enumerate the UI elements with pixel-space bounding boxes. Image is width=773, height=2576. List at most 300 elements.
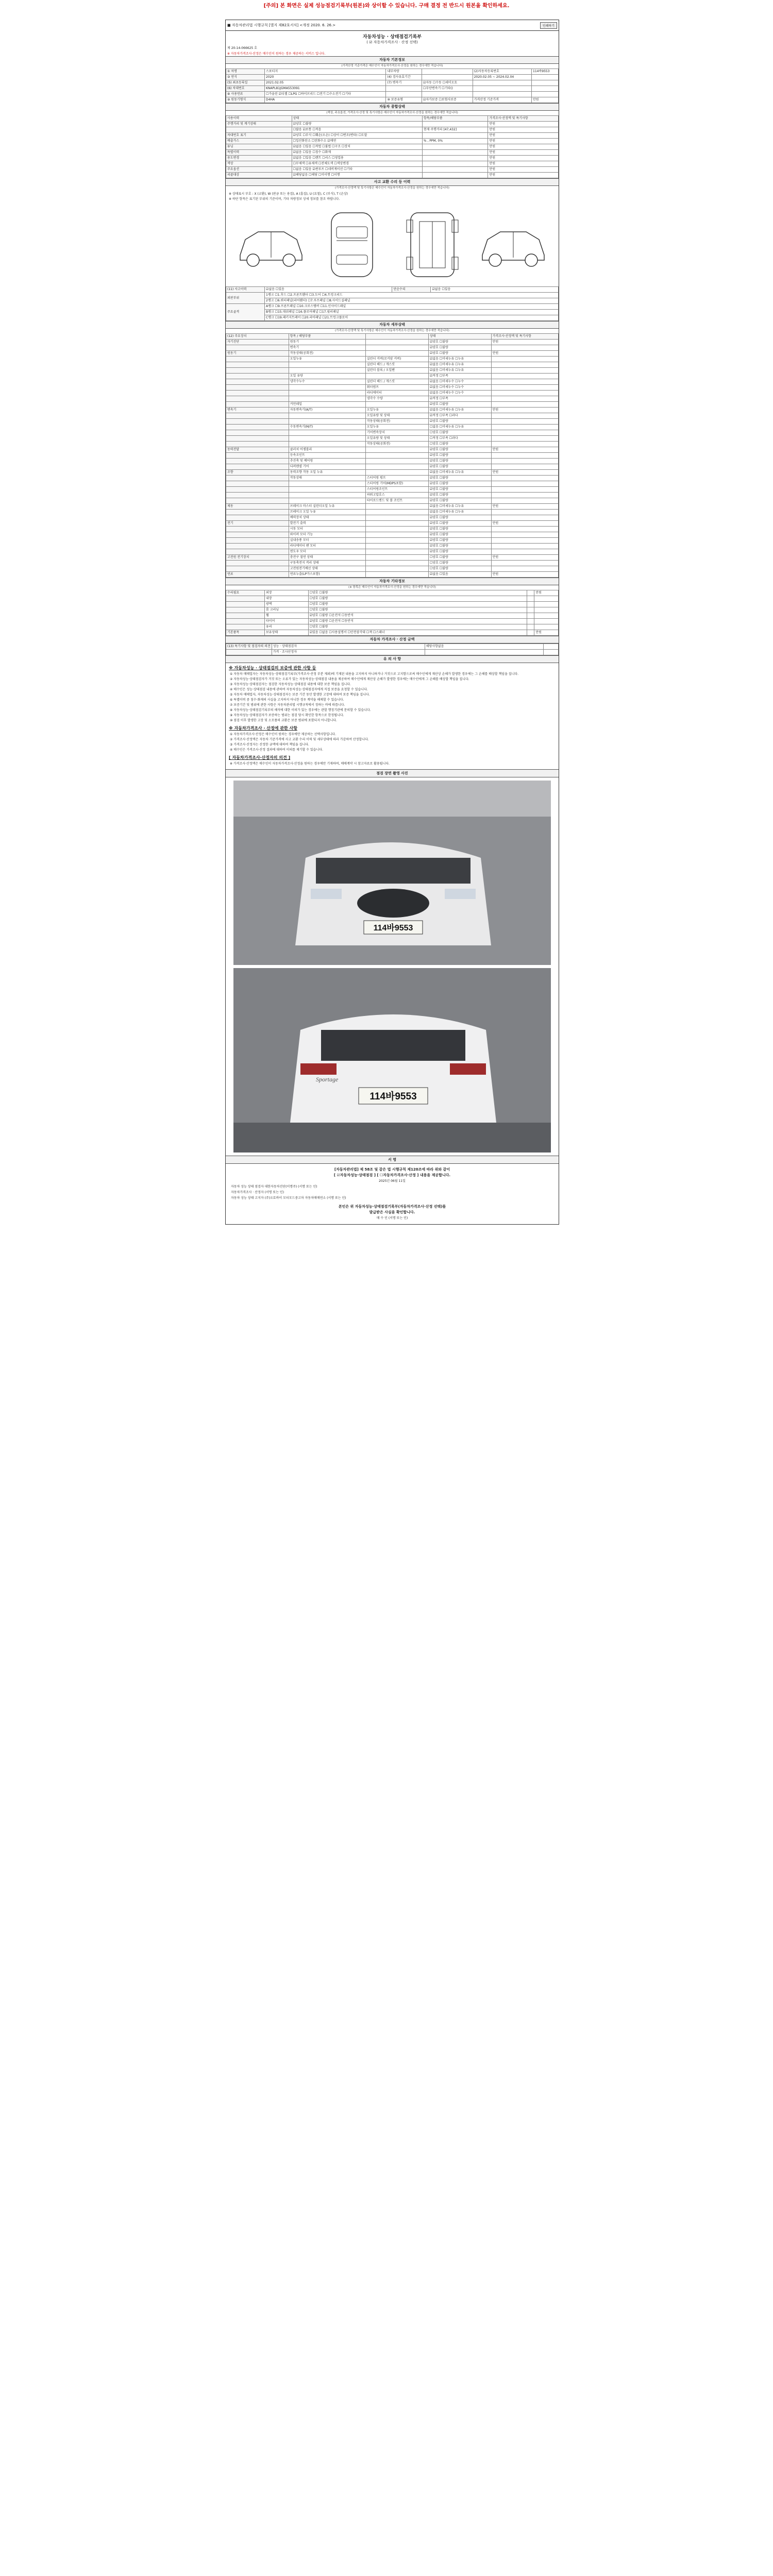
table-cell <box>365 510 428 515</box>
table-cell <box>365 572 428 578</box>
table-cell <box>289 430 365 436</box>
price-title: ※ 자동차가격조사 · 산정에 관한 사항 <box>229 726 297 731</box>
table-cell: 고전원 전기장치 <box>226 555 289 561</box>
table-cell: 조향 <box>226 470 289 476</box>
table-cell: ① 차명 <box>226 69 265 75</box>
table-cell <box>365 566 428 572</box>
table-row <box>226 493 559 498</box>
table-cell: ☐양호 ☐불량 <box>308 590 527 596</box>
doc-number: 제 20-14-066625 호 <box>227 46 257 50</box>
table-cell <box>365 538 428 544</box>
table-cell: 냉각수 수량 <box>365 396 428 402</box>
table-cell: ☐양호 ☐불량 <box>428 555 491 561</box>
table-cell: ☐무단변속기 ☐기타() <box>422 86 473 92</box>
table-row <box>226 619 559 624</box>
table-cell: ☑양호 ☐불량 <box>428 538 491 544</box>
table-row <box>226 340 559 345</box>
table-cell <box>365 515 428 521</box>
paragraph: ③ 자동차성능·상태점검자는 점검한 자동차성능·상태점검 내용에 대한 보증 책임을 집니다. <box>230 683 351 686</box>
table-cell: 2020.02.05 ~ 2024.02.04 <box>473 75 531 80</box>
table-cell <box>226 498 289 504</box>
table-cell <box>226 396 289 402</box>
table-cell <box>226 368 289 374</box>
table-cell <box>527 624 534 630</box>
table-cell <box>491 385 558 391</box>
table-cell <box>491 561 558 566</box>
table-cell <box>365 521 428 527</box>
table-cell <box>226 493 289 498</box>
table-cell <box>226 385 289 391</box>
table-cell: 주행거리 및 계기상태 <box>226 122 292 127</box>
table-cell: ☑양호 ☐불량 <box>292 122 422 127</box>
table-cell: 클러치 어셈블리 <box>289 447 365 453</box>
table-cell <box>289 436 365 442</box>
table-cell: 스티어링 펌프 <box>365 476 428 481</box>
table-cell <box>226 566 289 572</box>
table-row <box>226 566 559 572</box>
table-cell: ☑양호 ☐불량 ☐운전석 ☐동반석 <box>308 613 527 619</box>
rank-a: A랭크 ☐9.프론트패널 ☐10.크로스멤버 ☐11.인사이드패널 <box>265 304 559 310</box>
table-cell: 가격 · 조사산정자 <box>272 650 425 655</box>
table-cell <box>365 470 428 476</box>
table-cell: (2)자동차등록번호 <box>473 69 531 75</box>
table-cell: ☑양호 ☐불량 <box>428 493 491 498</box>
table-cell: 작동상태(공회전) <box>365 442 428 447</box>
sign-title: 서 명 <box>226 1156 559 1164</box>
table-cell <box>289 487 365 493</box>
table-cell: 만원 <box>488 161 559 167</box>
sign-date: 2025년 06월 11일 <box>379 1179 406 1183</box>
table-row <box>226 650 559 655</box>
table-cell <box>226 607 265 613</box>
table-row <box>226 515 559 521</box>
table-cell: 가격산정 기준가격 <box>473 97 531 103</box>
table-cell <box>491 436 558 442</box>
table-cell: 만원 <box>488 133 559 139</box>
table-cell: 작동상태(공회전) <box>289 351 365 357</box>
table-cell <box>422 167 488 173</box>
table-cell <box>491 538 558 544</box>
table-cell <box>491 544 558 549</box>
table-cell: ☐양호 ☐불량 <box>308 596 527 602</box>
paragraph: ⑩ 점검 이후 발생한 고장 및 소모품의 교환은 보증 범위에 포함되지 아니합니다. <box>230 719 337 722</box>
table-cell: 기어변속장치 <box>365 430 428 436</box>
table-cell: ☐양호 ☐불량 <box>308 602 527 607</box>
table-cell: ☑양호 ☐불량 <box>428 453 491 459</box>
table-cell <box>226 374 289 379</box>
paragraph: ⑥ 특별이력 중 침수·화재의 사실을 고지하지 아니한 경우 계약을 해제할 수 있습니다. <box>230 698 344 702</box>
section-fee: 자동차 가격조사 · 산정 금액 <box>226 636 559 643</box>
table-row <box>226 532 559 538</box>
column-header: 항목 / 해당부품 <box>289 334 365 340</box>
table-cell <box>532 80 559 86</box>
table-cell <box>527 630 534 636</box>
table-cell: ☐무채색 ☐유채색 ☐전체도색 ☐색상변경 <box>292 161 422 167</box>
car-underbody-diagram <box>396 209 468 281</box>
table-cell: ☑있음 ☐없음 ☐사용설명서 ☐안전삼각대 ☐잭 ☐스패너 <box>308 630 527 636</box>
car-side-left-diagram <box>235 209 307 281</box>
table-cell: (13) 특기사항 및 점검자의 의견 <box>226 644 272 650</box>
table-cell: 만원 <box>488 144 559 150</box>
table-cell <box>226 596 265 602</box>
table-cell: ☑양호 ☐불량 <box>428 515 491 521</box>
table-cell: ☑양호 ☐불량 <box>428 498 491 504</box>
table-cell: 2021.02.05 <box>265 80 386 86</box>
table-cell: 자기진단 <box>226 340 289 345</box>
table-cell: 등속조인트 <box>289 453 365 459</box>
table-cell: 배력장치 상태 <box>289 515 365 521</box>
sign-line-price: 자동차가격조사 · 산정자 (서명 또는 인) <box>231 1191 284 1194</box>
table-row <box>226 150 559 156</box>
table-cell: 만원 <box>491 504 558 510</box>
table-cell: 룸 크리닝 <box>265 607 309 613</box>
table-cell: 용도변경 <box>226 156 292 161</box>
table-cell: 만원 <box>491 572 558 578</box>
detail-status-table <box>226 333 559 578</box>
table-cell <box>491 345 558 351</box>
table-cell <box>491 379 558 385</box>
table-row <box>226 167 559 173</box>
table-cell: ☑없음 ☐있음 ☐적법 ☐불법 ☐구조 ☐장치 <box>292 144 422 150</box>
table-cell <box>532 75 559 80</box>
table-cell <box>422 144 488 150</box>
sign-line-dealer: 자동차 성능 상태 고지자 (주)오토바이 모터모드중고차 자동차매매연소 (서명 또는 인) <box>231 1196 346 1200</box>
table-cell: 현재 주행거리 [47,432] <box>422 127 488 133</box>
table-row <box>226 436 559 442</box>
table-cell: 디퍼렌셜 기어 <box>289 464 365 470</box>
table-row <box>226 357 559 362</box>
table-cell <box>532 92 559 97</box>
table-cell <box>425 650 543 655</box>
table-cell <box>422 133 488 139</box>
table-cell <box>226 549 289 555</box>
sign-intro-2: [ ☑자동차성능·상태점검 ] [ ☐자동차가격조사·산정 ] 내용을 제공합니다. <box>333 1173 451 1177</box>
table-cell: 스티어링조인트 <box>365 487 428 493</box>
table-cell <box>491 476 558 481</box>
table-cell <box>422 122 488 127</box>
table-cell <box>527 613 534 619</box>
print-button[interactable]: 인쇄하기 <box>540 22 557 29</box>
table-cell: ☐양호 ☐불량 <box>428 566 491 572</box>
table-cell: (5) 최초등록일 <box>226 80 265 86</box>
table-cell: 색상 <box>226 161 292 167</box>
table-row <box>226 368 559 374</box>
column-header: 항목/해당부품 <box>422 116 488 122</box>
table-cell <box>226 379 289 385</box>
table-cell: ☑양호 ☐불량 <box>428 476 491 481</box>
table-cell: 원동기 <box>289 340 365 345</box>
sign-line-inspector: 자동차 성능 상태 점검자 대한자동차진단(이명주) (서명 또는 인) <box>231 1185 317 1189</box>
table-cell: ☑양호 ☐불량 <box>428 532 491 538</box>
table-row <box>226 156 559 161</box>
table-cell: 리콜대상 <box>226 173 292 178</box>
table-cell: 시동 모터 <box>289 527 365 532</box>
table-cell: ☑없음 ☐미세누유 ☐누유 <box>428 504 491 510</box>
table-row <box>226 476 559 481</box>
table-cell: D4HA <box>265 97 386 103</box>
table-row <box>226 408 559 413</box>
table-cell <box>226 419 289 425</box>
simple-repair-label: 단순수리 <box>392 287 431 293</box>
table-cell: 구동축전지 격리 상태 <box>289 561 365 566</box>
table-cell: ☑해당없음 ☐해당 ☐미이행 ☐이행 <box>292 173 422 178</box>
table-row <box>226 555 559 561</box>
table-cell: 전기 <box>226 521 289 527</box>
table-cell <box>226 413 289 419</box>
paragraph: ② 가격조사·산정액은 자동차 기준가격에 사고 교환 수리 이력 및 세부상태에 따라 가감하여 산정합니다. <box>230 738 369 741</box>
table-cell: 오일유량 및 상태 <box>365 413 428 419</box>
table-row <box>226 127 559 133</box>
table-cell <box>491 459 558 464</box>
accident-label: (11) 사고이력 <box>226 287 265 293</box>
table-cell <box>289 385 365 391</box>
table-cell: 워터펌프 <box>365 385 428 391</box>
warranty-title: ※ 자동차성능 · 상태점검의 보증에 관한 사항 등 <box>229 666 316 670</box>
table-cell <box>226 532 289 538</box>
table-row <box>226 351 559 357</box>
paragraph: ③ 가격조사·산정자는 산정한 금액에 대하여 책임을 집니다. <box>230 743 309 747</box>
table-cell: 만원 <box>491 555 558 561</box>
table-cell <box>289 493 365 498</box>
table-cell: 만원 <box>534 590 559 596</box>
column-header: 가격조사·산정액 및 특기사항 <box>491 334 558 340</box>
car-side-right-diagram <box>477 209 549 281</box>
table-row <box>226 442 559 447</box>
table-row <box>226 544 559 549</box>
table-cell: ☑적정 ☐부족 <box>428 396 491 402</box>
paragraph: ② 자동차성능·상태점검자가 거짓 또는 오류가 있는 자동차성능·상태점검 내용을 제공하여 매수인에게 재산상 손해가 발생한 경우에는 매수인에게 그 손해를 배상할 책임을 집니다. <box>230 677 469 681</box>
table-cell <box>491 442 558 447</box>
model-badge: Sportage <box>316 1076 339 1083</box>
table-cell: 만원 <box>488 173 559 178</box>
table-cell <box>527 596 534 602</box>
section-basic-note: (가격산정 기준가격은 매수인이 자동차가격조사·산정을 원하는 경우에만 적습니다) <box>341 64 443 67</box>
table-cell <box>422 156 488 161</box>
table-cell: 충전구 절연 상태 <box>289 555 365 561</box>
table-cell <box>226 442 289 447</box>
rank-c: C랭크 ☐19.패키지트레이 ☐20.리어패널 ☐21.트렁크플로어 <box>265 315 559 321</box>
table-row <box>226 453 559 459</box>
table-cell <box>534 602 559 607</box>
table-cell: 수동변속기(M/T) <box>289 425 365 430</box>
table-cell: 만원 <box>491 447 558 453</box>
photo-title: 점검 장면 촬영 사진 <box>226 769 559 777</box>
table-cell <box>491 493 558 498</box>
table-cell: (6) 차대번호 <box>226 86 265 92</box>
section-general: 자동차 종합상태 <box>226 103 559 111</box>
section-detail-note: (가격조사·산정액 및 특기사항은 매수인이 자동차가격조사·산정을 원하는 경우에만 적습니다) <box>335 329 449 332</box>
table-cell: 해당사항없음 <box>425 644 543 650</box>
table-cell <box>491 527 558 532</box>
paragraph: ④ 매수인은 성능·상태점검 내용에 관하여 자동차성능·상태점검자에게 직접 보증을 요청할 수 있습니다. <box>230 688 368 691</box>
table-cell <box>226 345 289 351</box>
table-cell: ☐양호 ☐불량 <box>308 624 527 630</box>
table-header <box>226 116 559 122</box>
table-row <box>226 419 559 425</box>
table-cell: ☐적정 ☐부족 ☐과다 <box>428 436 491 442</box>
table-cell: ☐양호 ☐불량 <box>428 442 491 447</box>
table-cell <box>534 607 559 613</box>
column-header <box>365 334 428 340</box>
table-cell: 와이퍼 모터 기능 <box>289 532 365 538</box>
table-cell: 추진축 및 베어링 <box>289 459 365 464</box>
table-cell: 오일누유 <box>289 357 365 362</box>
warranty-paragraphs <box>226 672 559 723</box>
table-cell: 실린더 커버(로커암 커버) <box>365 357 428 362</box>
table-cell: ☑없음 ☐미세누수 ☐누수 <box>428 391 491 396</box>
table-cell <box>365 453 428 459</box>
table-cell: ☑양호 ☐불량 <box>428 481 491 487</box>
table-cell: ☑양호 ☐불량 <box>428 419 491 425</box>
table-cell: 실내송풍 모터 <box>289 538 365 544</box>
table-row <box>226 521 559 527</box>
table-row <box>226 80 559 86</box>
table-cell <box>491 357 558 362</box>
table-cell <box>491 396 558 402</box>
table-row <box>226 549 559 555</box>
table-cell <box>491 487 558 493</box>
fee-table <box>226 643 559 655</box>
table-cell <box>226 613 265 619</box>
table-cell: ☐없음 ☐미세누유 ☐누유 <box>428 425 491 430</box>
accident-value: ☑없음 ☐있음 <box>265 287 392 293</box>
table-cell: 연료누출(LP가스포함) <box>289 572 365 578</box>
table-cell: 만원 <box>491 470 558 476</box>
table-row <box>226 86 559 92</box>
column-header: 가격조사·산정액 및 특기사항 <box>488 116 559 122</box>
table-cell: 오일누유 <box>365 408 428 413</box>
section-etc: 자동차 기타정보 <box>226 578 559 585</box>
table-cell: 원동기 <box>226 351 289 357</box>
table-cell: 수리필요 <box>226 590 265 596</box>
table-cell <box>365 527 428 532</box>
table-row <box>226 75 559 80</box>
table-cell <box>226 544 289 549</box>
table-cell: ☐일산화탄소 ☐탄화수소 ☑매연 <box>292 139 422 144</box>
table-cell <box>422 173 488 178</box>
legend-line: ※ 상태표시 부호 : X (교환), W (판금 또는 용접), A (흠집), U (요철), C (부식), T (손상) <box>229 192 348 196</box>
table-cell: 주요옵션 <box>226 167 292 173</box>
inspection-record <box>225 20 559 1225</box>
main-frame-label: 주요골격 <box>226 304 265 321</box>
table-cell: ⑩ 보증유형 <box>386 97 422 103</box>
table-cell: ☑없음 ☐있음 <box>428 572 491 578</box>
table-cell <box>226 391 289 396</box>
table-cell <box>226 362 289 368</box>
table-cell: ☑자가보증 ☐보험사보증 <box>422 97 473 103</box>
table-cell <box>473 80 531 86</box>
page-subtitle: ( ☑ 자동차가격조사 · 산정 선택) <box>366 40 418 44</box>
table-cell: 만원 <box>532 97 559 103</box>
table-cell <box>491 430 558 436</box>
table-row <box>226 173 559 178</box>
column-header: 상태 <box>292 116 422 122</box>
table-cell: ☑양호 ☐불량 <box>428 402 491 408</box>
table-row <box>226 561 559 566</box>
table-cell: 차대번호 표기 <box>226 133 292 139</box>
table-row <box>226 602 559 607</box>
table-row <box>226 481 559 487</box>
table-cell <box>226 430 289 436</box>
section-basic: 자동차 기본정보 <box>226 56 559 64</box>
table-cell <box>226 459 289 464</box>
sign-outro-2: 발급받은 사실을 확인합니다. <box>369 1210 415 1214</box>
table-cell: ☑양호 ☐불량 <box>428 549 491 555</box>
table-cell: 보유상태 <box>265 630 309 636</box>
front-plate: 114바9553 <box>373 924 413 933</box>
table-cell: ☑없음 ☐미세누유 ☐누유 <box>428 362 491 368</box>
table-row <box>226 464 559 470</box>
table-row <box>226 447 559 453</box>
paragraph: ⑨ 자동차성능·상태점검자가 보증하는 범위는 점검 당시 확인한 항목으로 한정됩니다. <box>230 714 344 717</box>
table-cell <box>289 419 365 425</box>
table-cell: (7) 변속기 <box>386 80 422 86</box>
column-header: (12) 주요장치 <box>226 334 289 340</box>
table-cell <box>491 368 558 374</box>
table-cell: ☐많음 ☑보통 ☐적음 <box>292 127 422 133</box>
signature-block <box>226 1164 559 1224</box>
table-cell <box>491 498 558 504</box>
table-cell: 연료 <box>226 572 289 578</box>
table-cell: ☑없음 ☐미세누유 ☐누유 <box>428 408 491 413</box>
table-row <box>226 391 559 396</box>
table-cell: 실린더 블록 / 오일팬 <box>365 368 428 374</box>
table-cell: 실린더 헤드 / 개스킷 <box>365 362 428 368</box>
table-cell <box>226 650 272 655</box>
table-cell: 만원 <box>488 150 559 156</box>
table-cell <box>534 619 559 624</box>
table-cell: 2020 <box>265 75 386 80</box>
table-cell <box>365 459 428 464</box>
table-cell: (4) 검사유효기간 <box>386 75 422 80</box>
sign-intro-1: [자동차관리법] 제 58조 및 같은 법 시행규칙 제120조에 따라 위와 같이 <box>334 1167 450 1172</box>
table-cell <box>491 566 558 572</box>
table-row <box>226 644 559 650</box>
table-cell: 만원 <box>534 630 559 636</box>
car-top-diagram <box>316 209 388 281</box>
section-general-note: (색상, 주요옵션, 가격조사·산정 및 특기사항은 매수인이 자동차가격조사·산정을 원하는 경우에만 적습니다) <box>326 111 458 114</box>
table-cell <box>365 345 428 351</box>
table-cell <box>365 532 428 538</box>
table-cell: ☑없음 ☐미세누유 ☐누유 <box>428 510 491 515</box>
table-cell <box>422 161 488 167</box>
table-cell <box>491 374 558 379</box>
table-cell <box>491 391 558 396</box>
table-cell <box>491 532 558 538</box>
opinion-title: [ 자동차가격조사·산정자의 의견 ] <box>229 755 291 760</box>
table-cell: ☑양호 ☐불량 <box>428 340 491 345</box>
section-accident: 사고 교환 수리 등 이력 <box>226 178 559 186</box>
table-cell <box>226 481 289 487</box>
table-row <box>226 510 559 515</box>
table-cell <box>226 436 289 442</box>
table-cell: ③ 연식 <box>226 75 265 80</box>
table-cell: ☑없음 ☐있음 ☐침수 ☐화재 <box>292 150 422 156</box>
table-row <box>226 362 559 368</box>
table-row <box>226 487 559 493</box>
rear-plate: 114바9553 <box>369 1091 417 1102</box>
table-cell: 실린더 헤드 / 개스킷 <box>365 379 428 385</box>
column-header: 상태 <box>428 334 491 340</box>
table-cell: ☑없음 ☐미세누수 ☐누수 <box>428 379 491 385</box>
table-row <box>226 374 559 379</box>
table-cell <box>422 150 488 156</box>
table-cell: 고전원전기배선 상태 <box>289 566 365 572</box>
table-cell <box>491 510 558 515</box>
table-cell: 만원 <box>488 122 559 127</box>
table-cell: KNAPL81JGMA553091 <box>265 86 386 92</box>
table-row <box>226 144 559 150</box>
